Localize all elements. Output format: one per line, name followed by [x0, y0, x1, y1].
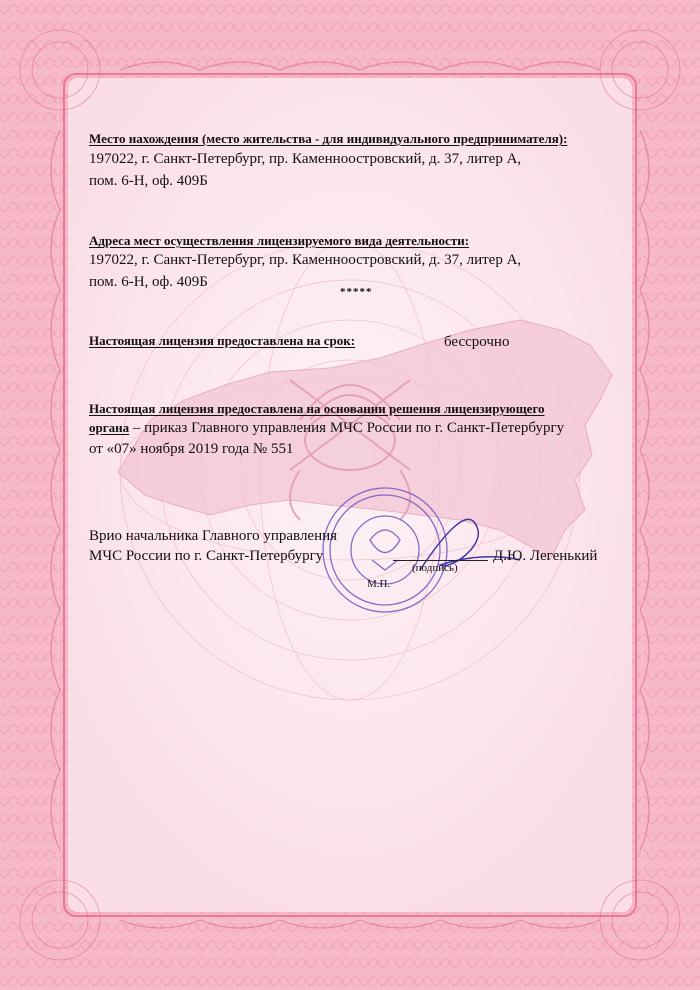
basis-line2: [89, 417, 564, 439]
basis-order-date: от «07» ноября 2019 года № 551: [89, 441, 294, 457]
activity-address-heading: Адреса мест осуществления лицензируемого вида деятельности:: [89, 233, 470, 248]
basis-order-text: – приказ Главного управления МЧС России по г. Санкт-Петербургу: [129, 420, 565, 436]
basis-heading-line1: Настоящая лицензия предоставлена на основании решения лицензирующего: [89, 401, 545, 416]
seal-mark: М.П.: [367, 578, 391, 590]
signature-line: [393, 560, 488, 561]
location-address-line1: 197022, г. Санкт-Петербург, пр. Каменноостровский, д. 37, литер А,: [89, 151, 522, 167]
term-value: бессрочно: [444, 334, 510, 350]
activity-address-line2: пом. 6-Н, оф. 409Б: [89, 274, 208, 290]
separator-stars: *****: [340, 286, 373, 298]
signature-caption: (подпись): [412, 562, 458, 574]
signatory-position-line1: Врио начальника Главного управления: [89, 528, 338, 544]
signatory-name: Д.Ю. Легенький: [493, 548, 598, 564]
signatory-position-line2: МЧС России по г. Санкт-Петербургу: [89, 548, 324, 564]
term-heading: Настоящая лицензия предоставлена на срок:: [89, 333, 356, 348]
location-heading: Место нахождения (место жительства - для индивидуального предпринимателя):: [89, 131, 568, 146]
basis-heading-line2: органа: [89, 420, 130, 435]
activity-address-line1: 197022, г. Санкт-Петербург, пр. Каменноостровский, д. 37, литер А,: [89, 252, 522, 268]
location-address-line2: пом. 6-Н, оф. 409Б: [89, 173, 208, 189]
